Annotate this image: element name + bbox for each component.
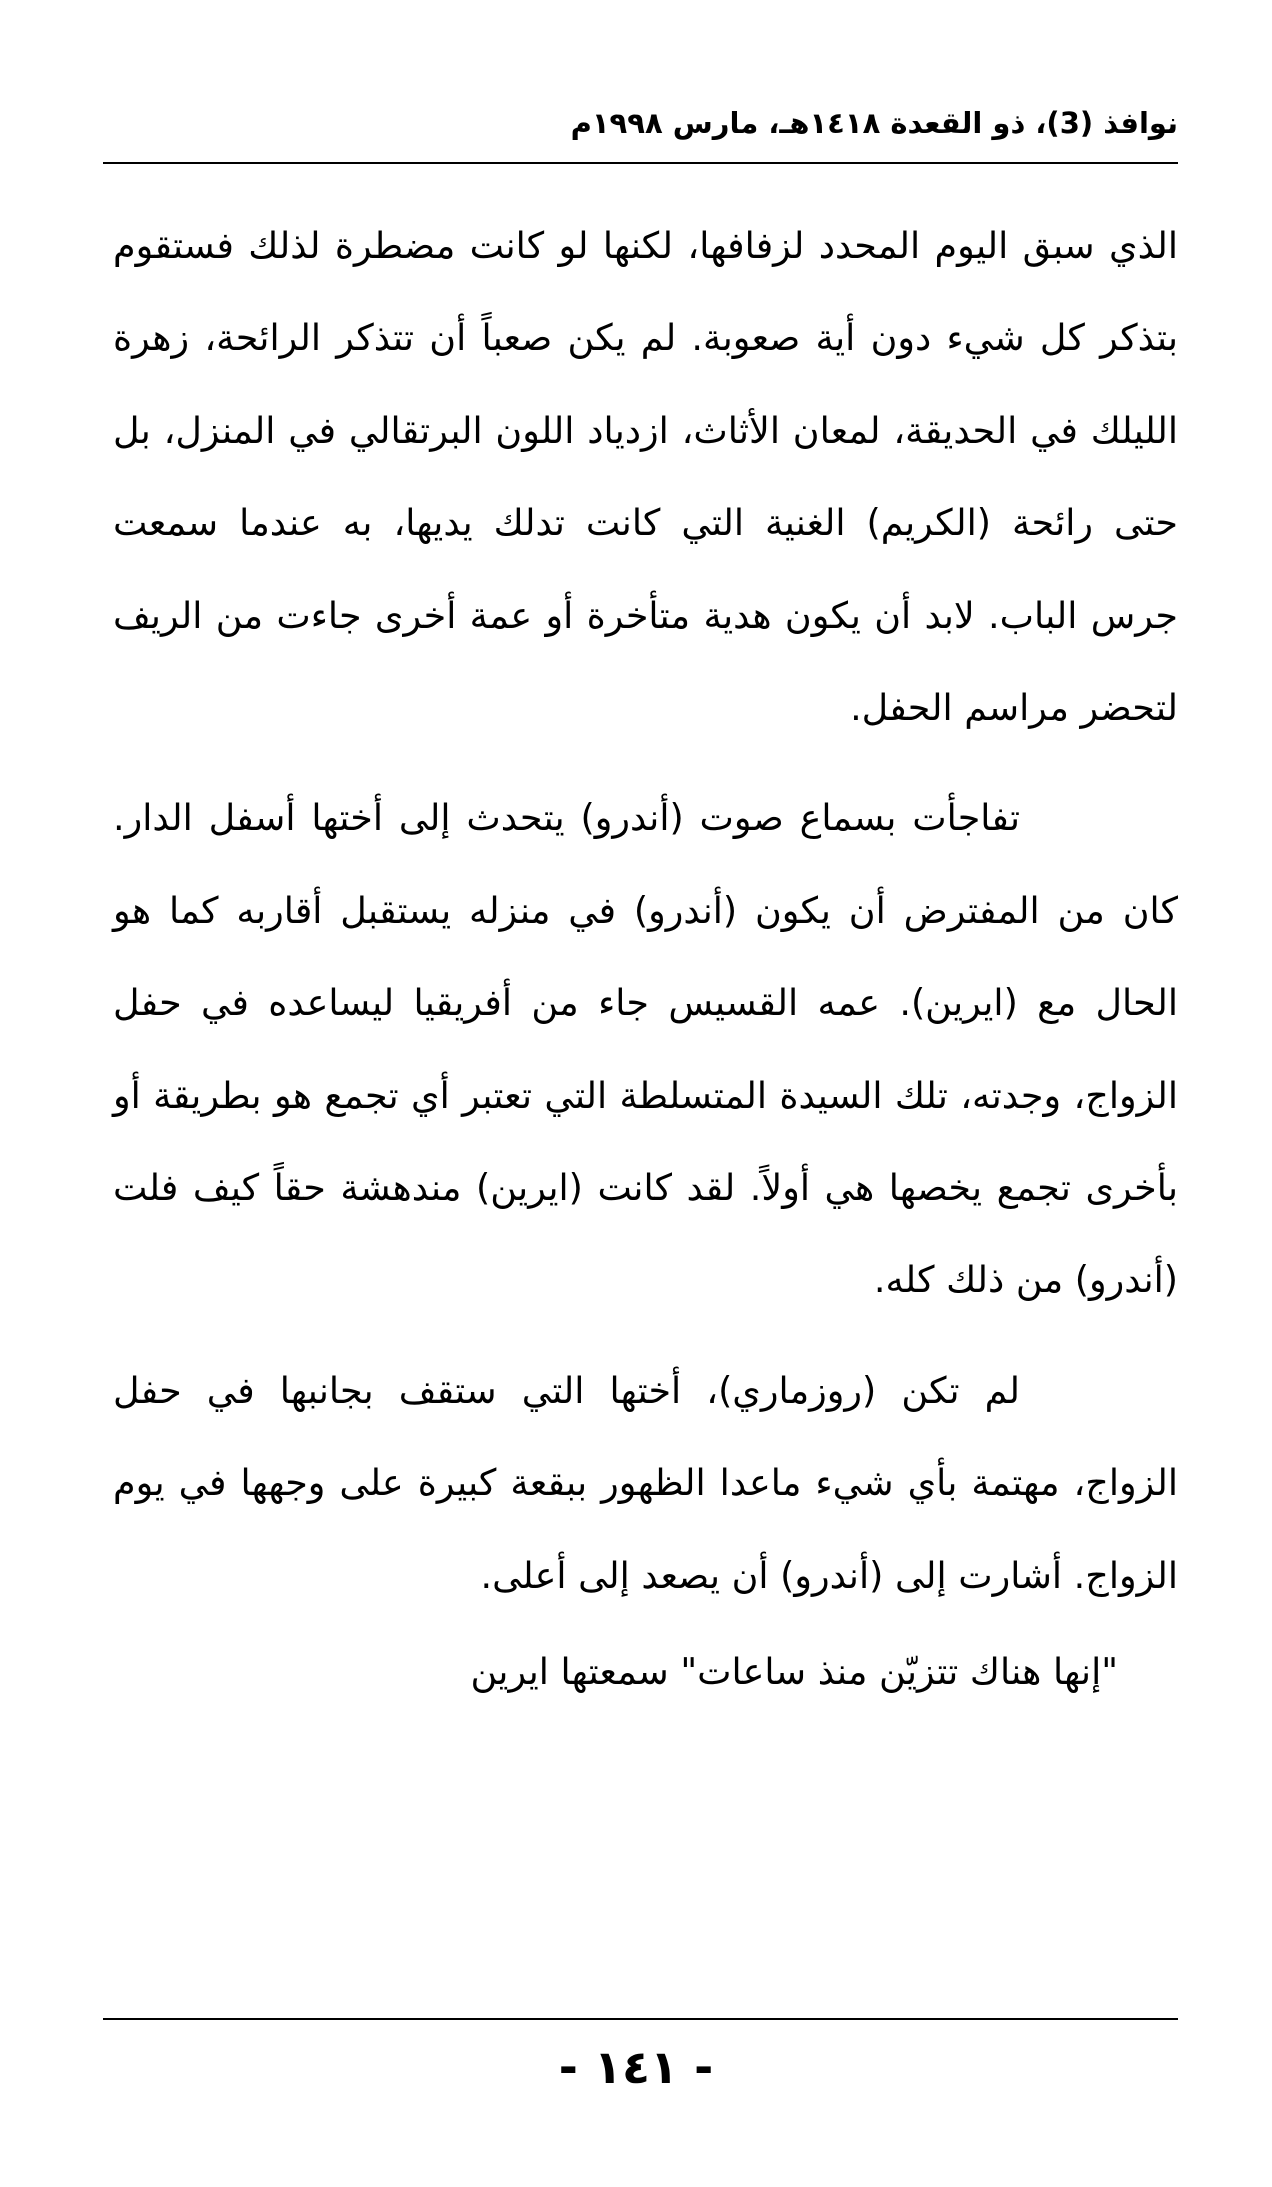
paragraph: تفاجأت بسماع صوت (أندرو) يتحدث إلى أختها أسفل الدار. كان من المفترض أن يكون (أندرو) في منزله يستقبل أقاربه كما هو الحال مع (ايرين). عمه القسيس جاء من أفريقيا ليساعده في حفل الزواج، وجدته، تلك السيدة المتسلطة التي تعتبر أي تجمع هو بطريقة أو بأخرى تجمع يخصها هي أولاً. لقد كانت (ايرين) مندهشة حقاً كيف فلت (أندرو) من ذلك كله. xyxy=(113,796,1178,1302)
footer-divider xyxy=(103,2018,1178,2020)
running-header xyxy=(103,96,1178,166)
header-divider xyxy=(103,162,1178,164)
paragraph: لم تكن (روزماري)، أختها التي ستقف بجانبها في حفل الزواج، مهتمة بأي شيء ماعدا الظهور ببقعة كبيرة على وجهها في يوم الزواج. أشارت إلى (أندرو) أن يصعد إلى أعلى. xyxy=(113,1368,1178,1597)
page-number: - ١٤١ - xyxy=(558,2040,714,2094)
journal-header-title: نوافذ (3)، ذو القعدة ١٤١٨هـ، مارس ١٩٩٨م xyxy=(570,106,1178,140)
article-body xyxy=(113,200,1178,1719)
paragraph: "إنها هناك تتزيّن منذ ساعات" سمعتها ايرين xyxy=(470,1650,1118,1694)
paragraph: الذي سبق اليوم المحدد لزفافها، لكنها لو كانت مضطرة لذلك فستقوم بتذكر كل شيء دون أية صعوبة. لم يكن صعباً أن تتذكر الرائحة، زهرة الليلك في الحديقة، لمعان الأثاث، ازدياد اللون البرتقالي في المنزل، بل حتى رائحة (الكريم) الغنية التي كانت تدلك يديها، به عندما سمعت جرس الباب. لابد أن يكون هدية متأخرة أو عمة أخرى جاءت من الريف لتحضر مراسم الحفل. xyxy=(113,224,1178,730)
